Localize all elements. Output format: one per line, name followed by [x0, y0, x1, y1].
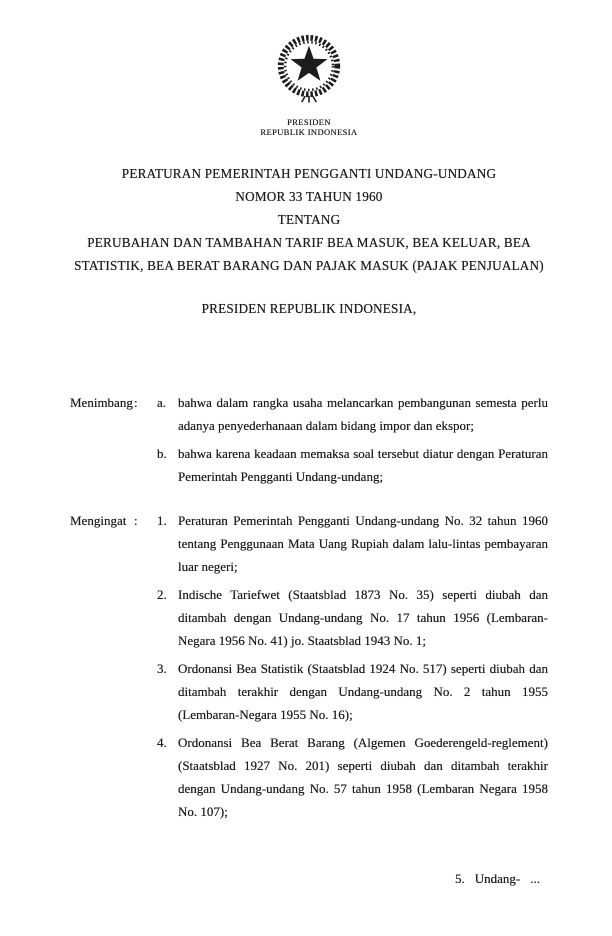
section-colon: : [134, 395, 138, 410]
section-colon: : [134, 513, 138, 528]
letterhead-line-presiden: PRESIDEN [287, 117, 331, 127]
preamble-sections [70, 391, 548, 823]
item-text: bahwa dalam rangka usaha melancarkan pembangunan semesta perlu adanya penyederhanaan dalam bidang impor dan ekspor; [178, 395, 548, 433]
catchword-ellipsis: ... [530, 871, 540, 886]
item-marker: 1. [157, 513, 167, 528]
catchword-continuation-line [70, 867, 548, 890]
title-line-4: PERUBAHAN DAN TAMBAHAN TARIF BEA MASUK, BEA KELUAR, BEA [87, 235, 531, 250]
item-text: bahwa karena keadaan memaksa soal tersebut diatur dengan Peraturan Pemerintah Pengganti Undang-undang; [178, 446, 548, 484]
section-items [157, 391, 548, 488]
presidential-star-wreath-icon [270, 32, 348, 111]
legal-basis-item-3 [157, 657, 548, 726]
section-mengingat [70, 509, 548, 823]
item-marker: 4. [157, 735, 167, 750]
item-marker: 2. [157, 587, 167, 602]
section-menimbang [70, 391, 548, 488]
section-label: Mengingat [70, 513, 127, 528]
section-items [157, 509, 548, 823]
item-text: Peraturan Pemerintah Pengganti Undang-undang No. 32 tahun 1960 tentang Penggunaan Mata Uang Rupiah dalam lalu-lintas pembayaran luar negeri; [178, 513, 548, 574]
legal-basis-item-2 [157, 583, 548, 652]
item-marker: b. [157, 446, 167, 461]
item-marker: 3. [157, 661, 167, 676]
legal-basis-item-1 [157, 509, 548, 578]
document-title [70, 162, 548, 277]
consideration-item-a [157, 391, 548, 437]
title-line-3: TENTANG [277, 212, 341, 227]
catchword-text: Undang- [474, 871, 521, 886]
title-line-2: NOMOR 33 TAHUN 1960 [235, 189, 383, 204]
item-text: Ordonansi Bea Berat Barang (Algemen Goederengeld-reglement) (Staatsblad 1927 No. 201) seperti diubah dan ditambah terakhir dengan Undang-undang No. 57 tahun 1958 (Lembaran Negara 1958 No. 107); [178, 735, 548, 819]
item-text: Ordonansi Bea Statistik (Staatsblad 1924 No. 517) seperti diubah dan ditambah terakhir dengan Undang-undang No. 2 tahun 1955 (Lembaran-Negara 1955 No. 16); [178, 661, 548, 722]
letterhead-line-republik: REPUBLIK INDONESIA [260, 127, 358, 137]
title-line-5: STATISTIK, BEA BERAT BARANG DAN PAJAK MASUK (PAJAK PENJUALAN) [74, 258, 544, 273]
catchword-marker: 5. [455, 871, 465, 886]
item-text: Indische Tariefwet (Staatsblad 1873 No. 35) seperti diubah dan ditambah dengan Undang-undang No. 17 tahun 1956 (Lembaran-Negara 1956 No. 41) jo. Staatsblad 1943 No. 1; [178, 587, 548, 648]
letterhead [70, 32, 548, 137]
consideration-item-b [157, 442, 548, 488]
salutation: PRESIDEN REPUBLIK INDONESIA, [201, 301, 417, 316]
title-line-1: PERATURAN PEMERINTAH PENGGANTI UNDANG-UNDANG [121, 166, 497, 181]
section-label: Menimbang [70, 395, 133, 410]
item-marker: a. [157, 395, 167, 410]
legal-basis-item-4 [157, 731, 548, 823]
